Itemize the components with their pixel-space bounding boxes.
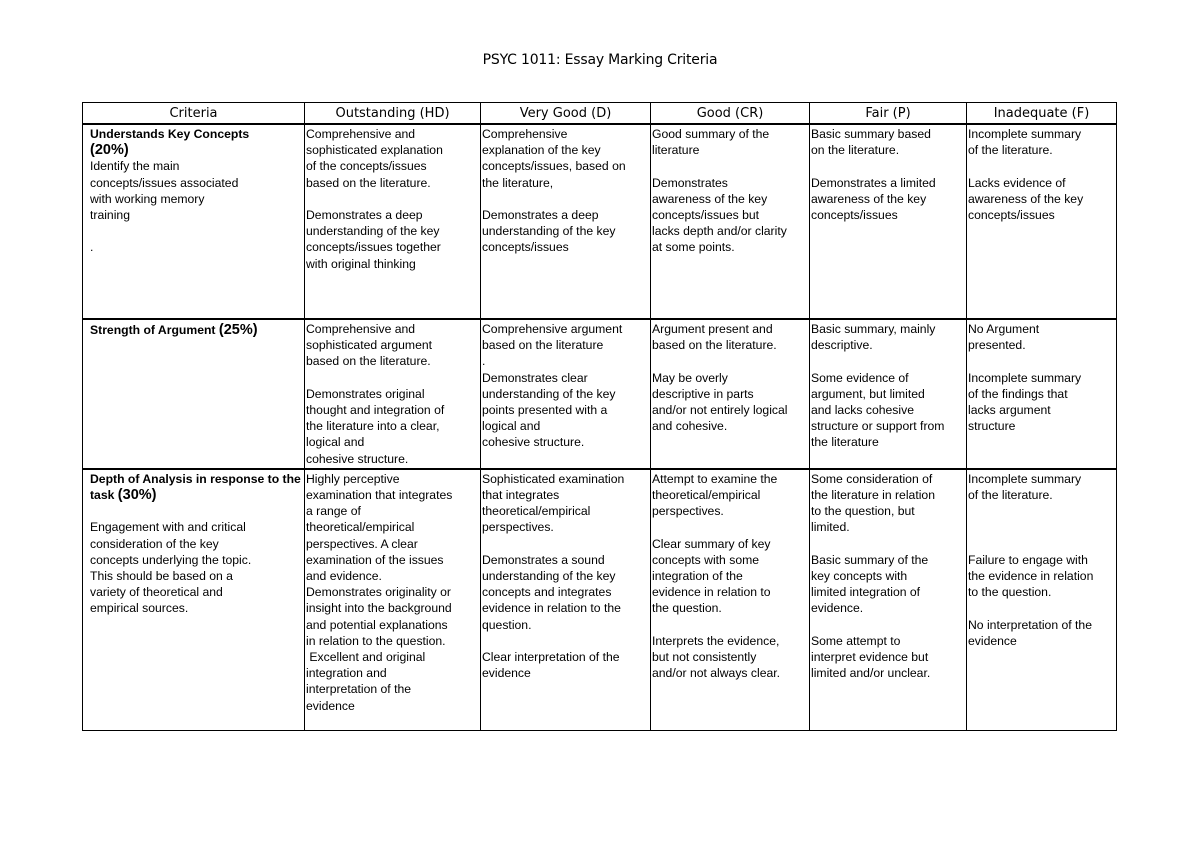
text-line: key concepts with — [811, 569, 908, 584]
blank-line — [90, 223, 301, 239]
text-line: the literature in relation — [811, 488, 935, 503]
text-line: descriptive in parts — [652, 386, 754, 401]
criteria-name: Depth of Analysis in response to the task — [90, 471, 301, 503]
blank-line — [306, 370, 479, 386]
blank-line — [482, 633, 649, 649]
blank-line — [482, 191, 649, 207]
text-line: of the literature. — [968, 143, 1053, 158]
text-line: Incomplete summary — [968, 471, 1082, 486]
text-line: Comprehensive and — [306, 127, 416, 141]
text-line: the literature into a clear, — [306, 419, 440, 434]
header-inadequate: Inadequate (F) — [967, 103, 1117, 125]
text-line: Failure to engage with — [968, 552, 1088, 567]
cell-good — [651, 124, 810, 319]
criteria-row — [83, 469, 1117, 731]
text-line: Incomplete summary — [968, 127, 1082, 141]
cell-fair — [810, 469, 967, 731]
text-line: insight into the background — [306, 601, 452, 616]
text-line: that integrates — [482, 488, 560, 503]
text-line: and lacks cohesive — [811, 403, 914, 417]
text-line: presented. — [968, 338, 1026, 353]
text-line: of the literature. — [968, 488, 1053, 503]
header-good: Good (CR) — [651, 103, 810, 125]
text-line: Demonstrates original — [306, 386, 425, 401]
criteria-cell — [83, 469, 305, 731]
text-line: evidence. — [811, 601, 864, 616]
text-line: integration and — [306, 666, 387, 681]
blank-line — [652, 617, 808, 633]
text-line: lacks argument — [968, 403, 1051, 417]
text-line: consideration of the key — [90, 536, 219, 551]
header-criteria: Criteria — [83, 103, 305, 125]
text-line: Identify the main — [90, 159, 180, 174]
text-line: cohesive structure. — [306, 451, 409, 466]
text-line: concepts/issues together — [306, 240, 441, 255]
text-line: based on the literature — [482, 338, 604, 353]
text-line: understanding of the key — [482, 386, 616, 401]
criteria-weight: (25%) — [218, 322, 258, 338]
cell-inadequate — [967, 469, 1117, 731]
text-line: explanation of the key — [482, 143, 601, 158]
text-line: May be overly — [652, 370, 728, 385]
text-line: of the findings that — [968, 386, 1068, 401]
text-line: the literature, — [482, 175, 554, 190]
criteria-description — [90, 503, 301, 616]
text-line: thought and integration of — [306, 403, 445, 417]
text-line: sophisticated argument — [306, 338, 433, 353]
text-line: Engagement with and critical — [90, 520, 246, 535]
blank-line — [811, 353, 965, 369]
text-line: Good summary of the — [652, 127, 770, 141]
blank-line — [811, 536, 965, 552]
criteria-row — [83, 319, 1117, 469]
text-line: Comprehensive and — [306, 322, 416, 336]
text-line: structure — [968, 419, 1016, 434]
text-line: theoretical/empirical — [652, 488, 761, 503]
cell-outstanding — [305, 469, 481, 731]
blank-line — [968, 536, 1115, 552]
text-line: evidence in relation to the — [482, 601, 621, 616]
text-line: Excellent and original — [306, 650, 426, 665]
text-line: Basic summary of the — [811, 552, 929, 567]
criteria-weight: (30%) — [117, 487, 157, 504]
text-line: and/or not always clear. — [652, 666, 781, 681]
text-line: concepts with some — [652, 552, 760, 567]
cell-outstanding — [305, 124, 481, 319]
criteria-description — [90, 158, 301, 255]
text-line: Some consideration of — [811, 471, 933, 486]
criteria-cell — [83, 319, 305, 469]
text-line: Basic summary based — [811, 127, 931, 141]
text-line: a range of — [306, 504, 361, 519]
text-line: theoretical/empirical — [306, 520, 415, 535]
text-line: logical and — [482, 419, 541, 434]
header-fair: Fair (P) — [810, 103, 967, 125]
text-line: Comprehensive — [482, 127, 568, 141]
cell-outstanding — [305, 319, 481, 469]
text-line: Demonstrates a deep — [482, 208, 599, 222]
text-line: of the concepts/issues — [306, 159, 427, 174]
text-line: concepts/issues — [482, 240, 569, 255]
text-line: points presented with a — [482, 403, 608, 418]
text-line: awareness of the key — [811, 191, 927, 206]
text-line: and evidence. — [306, 569, 382, 584]
text-line: but not consistently — [652, 650, 757, 665]
text-line: Lacks evidence of — [968, 175, 1066, 190]
text-line: examination that integrates — [306, 488, 453, 503]
text-line: limited integration of — [811, 585, 921, 600]
text-line: the literature — [811, 435, 879, 450]
cell-good — [651, 319, 810, 469]
text-line: . — [482, 354, 486, 369]
header-row — [83, 103, 1117, 125]
text-line: Basic summary, mainly — [811, 322, 936, 336]
blank-line — [968, 519, 1115, 535]
text-line: and/or not entirely logical — [652, 403, 788, 417]
text-line: with original thinking — [306, 256, 416, 271]
text-line: based on the literature. — [306, 175, 431, 190]
text-line: empirical sources. — [90, 601, 189, 616]
text-line: in relation to the question. — [306, 633, 446, 648]
text-line: This should be based on a — [90, 569, 233, 584]
cell-very-good — [481, 319, 651, 469]
blank-line — [811, 158, 965, 174]
text-line: Argument present and — [652, 322, 773, 336]
text-line: theoretical/empirical — [482, 504, 591, 519]
text-line: . — [90, 240, 94, 255]
text-line: the question. — [652, 601, 722, 616]
text-line: on the literature. — [811, 143, 900, 158]
text-line: interpretation of the — [306, 682, 412, 697]
text-line: question. — [482, 617, 532, 632]
blank-line — [968, 503, 1115, 519]
text-line: understanding of the key — [306, 224, 440, 239]
text-line: sophisticated explanation — [306, 143, 443, 158]
text-line: Clear interpretation of the — [482, 650, 620, 665]
text-line: literature — [652, 143, 700, 158]
text-line: cohesive structure. — [482, 435, 585, 450]
text-line: and cohesive. — [652, 419, 728, 434]
text-line: evidence — [968, 633, 1017, 648]
cell-inadequate — [967, 124, 1117, 319]
text-line: Highly perceptive — [306, 471, 400, 486]
text-line: No Argument — [968, 322, 1040, 336]
text-line: Demonstrates a limited — [811, 175, 936, 190]
text-line: Demonstrates clear — [482, 370, 588, 385]
text-line: interpret evidence but — [811, 650, 929, 665]
blank-line — [968, 600, 1115, 616]
text-line: variety of theoretical and — [90, 585, 223, 600]
text-line: concepts and integrates — [482, 585, 612, 600]
blank-line — [306, 191, 479, 207]
blank-line — [968, 353, 1115, 369]
page-title: PSYC 1011: Essay Marking Criteria — [482, 52, 718, 68]
cell-very-good — [481, 469, 651, 731]
header-very-good: Very Good (D) — [481, 103, 651, 125]
text-line: the evidence in relation — [968, 568, 1094, 583]
blank-line — [652, 158, 808, 174]
text-line: limited. — [811, 520, 850, 535]
text-line: Comprehensive argument — [482, 322, 623, 336]
text-line: at some points. — [652, 240, 735, 255]
blank-line — [968, 158, 1115, 174]
cell-very-good — [481, 124, 651, 319]
text-line: Demonstrates a sound — [482, 552, 605, 567]
text-line: perspectives. — [482, 520, 554, 535]
cell-fair — [810, 319, 967, 469]
text-line: perspectives. — [652, 504, 724, 519]
text-line: Some evidence of — [811, 370, 909, 385]
text-line: concepts underlying the topic. — [90, 552, 252, 567]
text-line: Clear summary of key — [652, 536, 771, 551]
text-line: to the question, but — [811, 504, 915, 519]
text-line: structure or support from — [811, 419, 945, 434]
text-line: Attempt to examine the — [652, 471, 778, 486]
blank-line — [482, 536, 649, 552]
text-line: Demonstrates — [652, 175, 728, 190]
text-line: understanding of the key — [482, 569, 616, 584]
text-line: concepts/issues associated — [90, 175, 239, 190]
blank-line — [811, 617, 965, 633]
text-line: based on the literature. — [652, 338, 777, 353]
text-line: evidence — [482, 666, 531, 681]
text-line: awareness of the key — [968, 191, 1084, 206]
criteria-cell — [83, 124, 305, 319]
text-line: Incomplete summary — [968, 370, 1082, 385]
text-line: lacks depth and/or clarity — [652, 224, 787, 239]
text-line: awareness of the key — [652, 191, 768, 206]
blank-line — [652, 519, 808, 535]
blank-line — [652, 353, 808, 369]
text-line: Interprets the evidence, — [652, 633, 780, 648]
text-line: perspectives. A clear — [306, 536, 418, 551]
text-line: logical and — [306, 435, 365, 450]
text-line: evidence in relation to — [652, 585, 771, 600]
cell-good — [651, 469, 810, 731]
blank-line — [90, 503, 301, 519]
text-line: concepts/issues — [811, 208, 898, 222]
criteria-name: Understands Key Concepts — [90, 127, 250, 141]
text-line: No interpretation of the — [968, 617, 1092, 632]
text-line: Sophisticated examination — [482, 471, 625, 486]
text-line: descriptive. — [811, 338, 873, 353]
text-line: Demonstrates a deep — [306, 208, 423, 222]
text-line: concepts/issues but — [652, 208, 760, 222]
text-line: concepts/issues, based on — [482, 159, 626, 174]
text-line: integration of the — [652, 569, 743, 584]
text-line: limited and/or unclear. — [811, 666, 931, 681]
text-line: concepts/issues — [968, 208, 1055, 222]
text-line: evidence — [306, 698, 355, 713]
cell-fair — [810, 124, 967, 319]
text-line: Some attempt to — [811, 633, 901, 648]
marking-criteria-table — [82, 102, 1117, 731]
cell-inadequate — [967, 319, 1117, 469]
header-outstanding: Outstanding (HD) — [305, 103, 481, 125]
text-line: with working memory — [90, 191, 205, 206]
text-line: to the question. — [968, 585, 1052, 600]
text-line: based on the literature. — [306, 354, 431, 369]
criteria-name: Strength of Argument — [90, 323, 216, 337]
text-line: and potential explanations — [306, 617, 448, 632]
criteria-weight: (20%) — [90, 142, 129, 159]
text-line: examination of the issues — [306, 552, 444, 567]
text-line: argument, but limited — [811, 386, 925, 401]
text-line: Demonstrates originality or — [306, 585, 451, 600]
text-line: training — [90, 208, 130, 223]
criteria-row — [83, 124, 1117, 319]
text-line: understanding of the key — [482, 224, 616, 239]
